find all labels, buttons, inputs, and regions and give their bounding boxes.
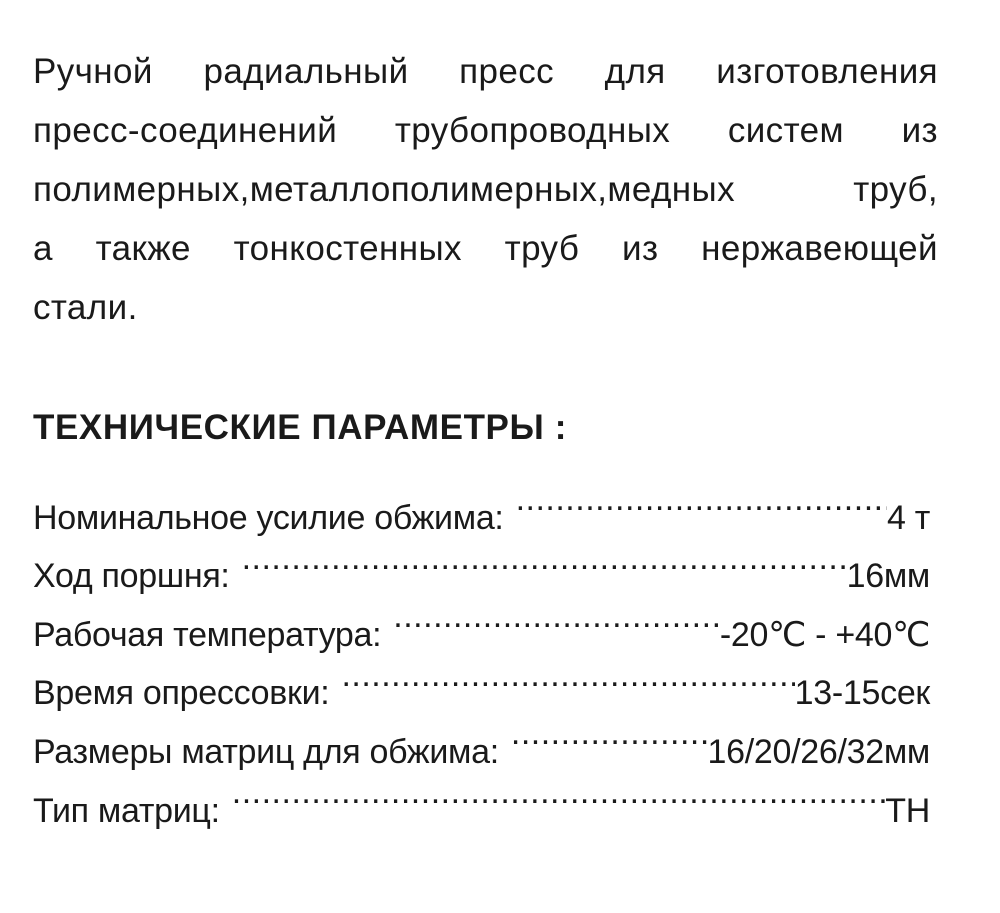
spec-value: 16мм bbox=[846, 557, 930, 596]
spec-label: Время опрессовки: bbox=[33, 674, 330, 713]
spec-value: 4 т bbox=[886, 498, 930, 537]
spec-value: TH bbox=[885, 791, 930, 830]
spec-row-crimping-force bbox=[33, 470, 930, 537]
spec-value: -20℃ - +40℃ bbox=[719, 615, 930, 654]
leader-dots bbox=[516, 470, 887, 529]
technical-parameters-heading: ТЕХНИЧЕСКИЕ ПАРАМЕТРЫ : bbox=[33, 408, 567, 447]
leader-dots bbox=[232, 763, 886, 822]
technical-parameters-list bbox=[33, 470, 930, 830]
leader-dots bbox=[511, 704, 708, 763]
spec-label: Рабочая температура: bbox=[33, 615, 382, 654]
spec-label: Номинальное усилие обжима: bbox=[33, 498, 504, 537]
description-line: пресс-соединений трубопроводных систем из bbox=[33, 111, 938, 150]
spec-label: Размеры матриц для обжима: bbox=[33, 732, 499, 771]
spec-label: Ход поршня: bbox=[33, 557, 230, 596]
leader-dots bbox=[393, 587, 720, 646]
description-line: а также тонкостенных труб из нержавеющей bbox=[33, 229, 938, 268]
spec-label: Тип матриц: bbox=[33, 791, 220, 830]
description-line: стали. bbox=[33, 288, 138, 327]
description-line: полимерных,металлополимерных,медных труб, bbox=[33, 170, 938, 209]
leader-dots bbox=[242, 529, 847, 588]
spec-value: 16/20/26/32мм bbox=[707, 732, 930, 771]
description-line: Ручной радиальный пресс для изготовления bbox=[33, 52, 938, 91]
product-description bbox=[33, 42, 938, 337]
leader-dots bbox=[341, 646, 794, 705]
spec-value: 13-15сек bbox=[794, 674, 930, 713]
